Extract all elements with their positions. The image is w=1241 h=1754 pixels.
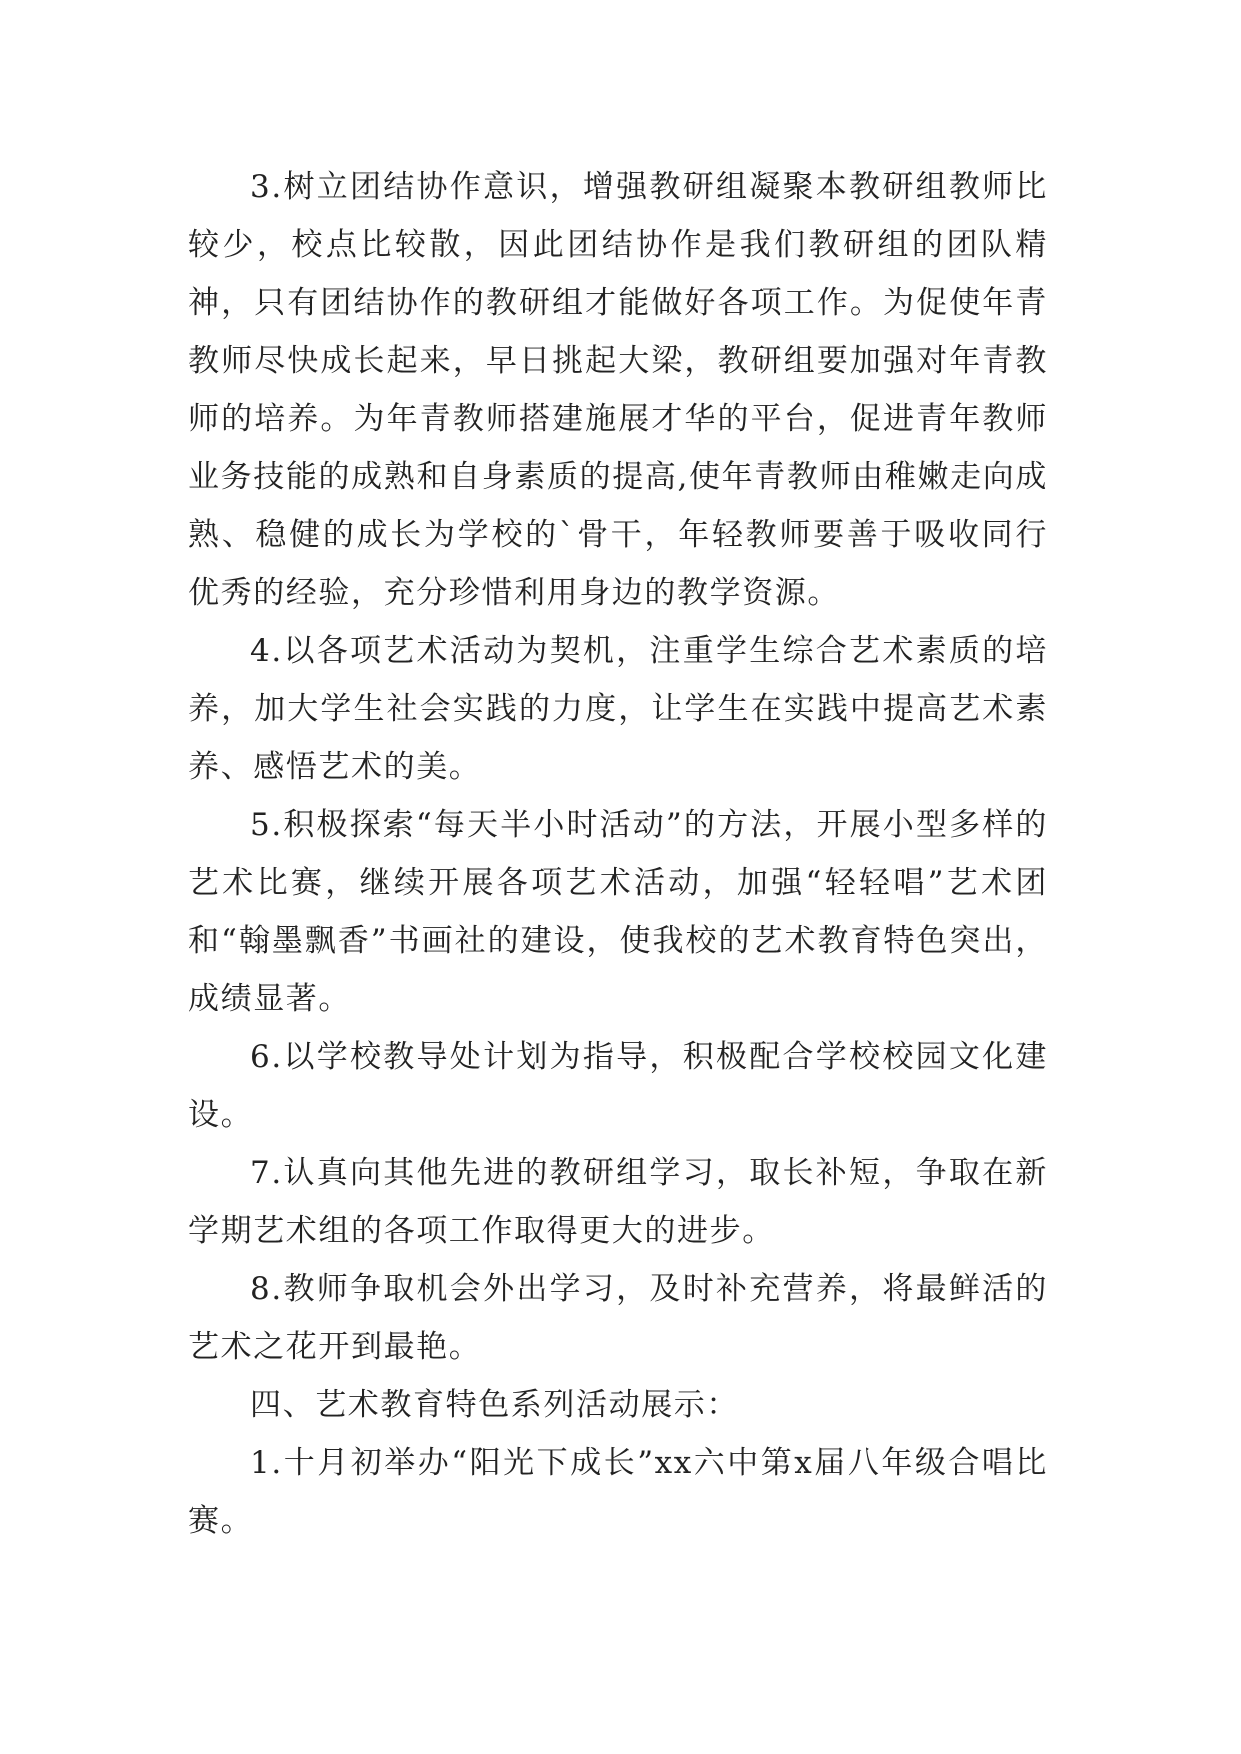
- document-body: [188, 158, 1048, 1550]
- paragraph-item-8: 8.教师争取机会外出学习，及时补充营养，将最鲜活的艺术之花开到最艳。: [188, 1271, 1048, 1365]
- section-heading-four: 四、艺术教育特色系列活动展示：: [250, 1387, 739, 1423]
- paragraph-item-6: 6.以学校教导处计划为指导，积极配合学校校园文化建设。: [188, 1039, 1048, 1133]
- activity-item-1: 1.十月初举办“阳光下成长”xx六中第x届八年级合唱比赛。: [188, 1445, 1048, 1539]
- paragraph-item-3: 3.树立团结协作意识，增强教研组凝聚本教研组教师比较少，校点比较散，因此团结协作是我们教研组的团队精神，只有团结协作的教研组才能做好各项工作。为促使年青教师尽快成长起来，早日挑起大梁，教研组要加强对年青教师的培养。为年青教师搭建施展才华的平台，促进青年教师业务技能的成熟和自身素质的提高,使年青教师由稚嫩走向成熟、稳健的成长为学校的`骨干，年轻教师要善于吸收同行优秀的经验，充分珍惜利用身边的教学资源。: [188, 169, 1048, 611]
- paragraph-item-5: 5.积极探索“每天半小时活动”的方法，开展小型多样的艺术比赛，继续开展各项艺术活动，加强“轻轻唱”艺术团和“翰墨飘香”书画社的建设，使我校的艺术教育特色突出，成绩显著。: [188, 807, 1048, 1017]
- paragraph-item-7: 7.认真向其他先进的教研组学习，取长补短，争取在新学期艺术组的各项工作取得更大的进步。: [188, 1155, 1048, 1249]
- paragraph-item-4: 4.以各项艺术活动为契机，注重学生综合艺术素质的培养，加大学生社会实践的力度，让学生在实践中提高艺术素养、感悟艺术的美。: [188, 633, 1048, 785]
